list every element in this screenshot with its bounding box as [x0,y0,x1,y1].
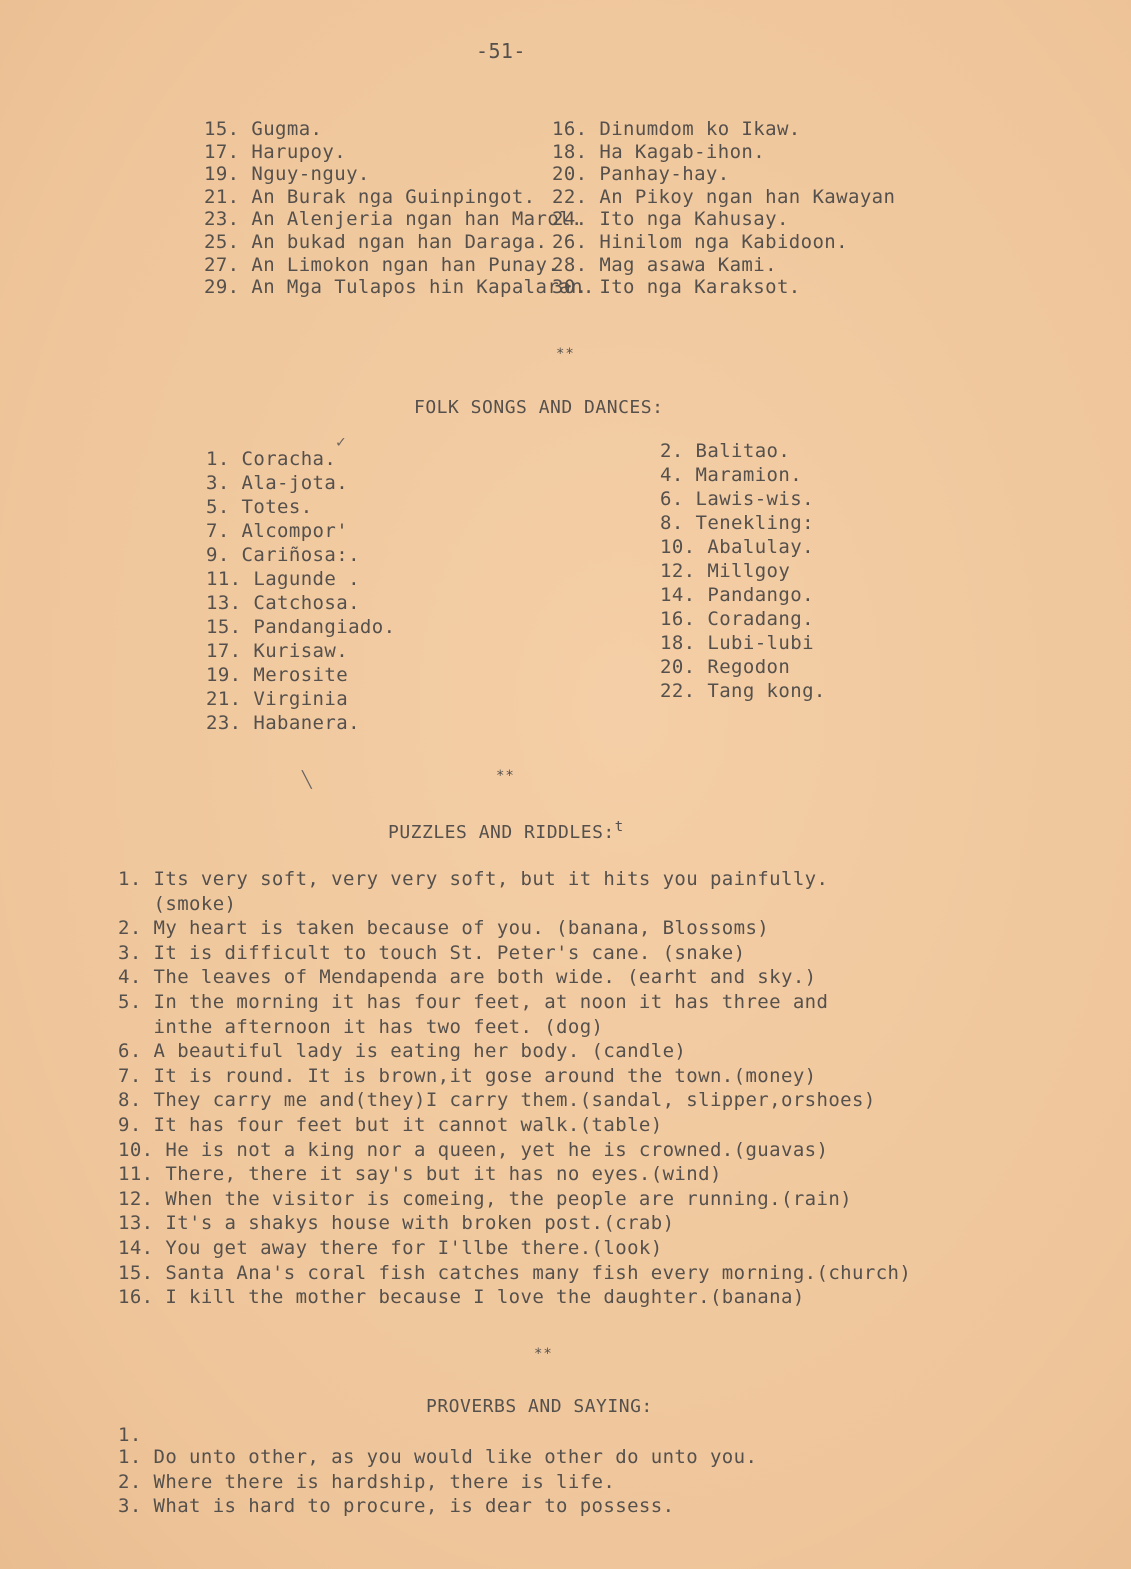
dance-name: 17. Kurisaw. [206,640,349,662]
riddle-line: 15. Santa Ana's coral fish catches many fish every morning.(church) [118,1261,912,1284]
dance-name: 15. Pandangiado. [206,616,396,638]
page-number: -51- [476,39,526,63]
song-title: 15. Gugma. [204,118,323,140]
section-separator: ** [496,768,515,784]
dance-name: 8. Tenekling: [660,512,814,534]
dance-name: 12. Millgoy [660,560,791,582]
riddle-line: 11. There, there it say's but it has no eyes.(wind) [118,1163,722,1186]
dance-name: 13. Catchosa. [206,592,360,614]
dance-name: 22. Tang kong. [660,680,826,702]
section-separator: ** [534,1346,553,1362]
dances-right-column [660,440,826,704]
riddle-line: 1. Its very soft, very very soft, but it hits you painfully. [118,868,829,890]
riddle-line: (smoke) [118,892,237,915]
dance-name: 16. Coradang. [660,608,814,630]
song-title: 23. An Alenjeria ngan han Marol. [204,208,583,231]
song-title: 27. An Limokon ngan han Punay. [204,253,560,276]
proverb-line: 3. What is hard to procure, is dear to possess. [118,1495,675,1518]
song-title: 29. An Mga Tulapos hin Kapalaran. [204,276,595,299]
song-title: 22. An Pikoy ngan han Kawayan [552,185,896,208]
riddle-line: 14. You get away there for I'llbe there.(look) [118,1236,663,1259]
dance-name: 1. Coracha. [206,448,337,470]
song-title: 24. Ito nga Kahusay. [552,208,789,231]
dance-name: 6. Lawis-wis. [660,488,814,510]
riddle-line: 10. He is not a king nor a queen, yet he is crowned.(guavas) [118,1138,829,1161]
riddle-line: 12. When the visitor is comeing, the people are running.(rain) [118,1187,853,1210]
dance-name: 4. Maramion. [660,464,803,486]
dance-name: 14. Pandango. [660,584,814,606]
riddle-line: 16. I kill the mother because I love the daughter.(banana) [118,1286,805,1309]
handwritten-stroke-mark: ╲ [302,770,312,789]
dance-name: 11. Lagunde . [206,568,360,590]
song-title: 20. Panhay-hay. [552,163,730,186]
dance-name: 10. Abalulay. [660,536,814,558]
riddle-line: 2. My heart is taken because of you. (banana, Blossoms) [118,917,770,940]
dance-name: 7. Alcompor' [206,520,349,542]
song-title: 18. Ha Kagab-ihon. [552,140,766,163]
song-list-right-column [552,118,895,299]
riddle-line: 7. It is round. It is brown,it gose around the town.(money) [118,1064,817,1087]
song-title: 17. Harupoy. [204,140,347,163]
song-title: 28. Mag asawa Kami. [552,253,777,276]
riddles-heading [388,819,624,843]
section-separator: ** [556,346,575,362]
riddle-line: 8. They carry me and(they)I carry them.(sandal, slipper,orshoes) [118,1089,876,1112]
riddle-line: 13. It's a shakys house with broken post.(crab) [118,1212,675,1235]
dance-name: 2. Balitao. [660,440,791,462]
dance-name: 3. Ala-jota. [206,472,349,494]
dance-name: 20. Regodon [660,656,791,678]
dance-name: 23. Habanera. [206,712,360,734]
dance-name: 9. Cariñosa:. [206,544,360,566]
riddle-line: inthe afternoon it has two feet. (dog) [118,1015,604,1038]
proverbs-list [118,1446,757,1520]
song-list-left-column [204,118,595,299]
riddle-line: 3. It is difficult to touch St. Peter's cane. (snake) [118,941,746,964]
song-title: 26. Hinilom nga Kabidoon. [552,230,848,253]
song-title: 30. Ito nga Karaksot. [552,276,801,299]
dance-name: 18. Lubi-lubi [660,632,814,654]
dance-name: 21. Virginia [206,688,349,710]
dances-left-column [206,448,395,736]
riddles-list [118,868,911,1311]
song-title: 16. Dinumdom ko Ikaw. [552,118,801,140]
riddle-line: 9. It has four feet but it cannot walk.(table) [118,1113,663,1136]
dance-name: 19. Merosite [206,664,349,686]
song-title: 25. An bukad ngan han Daraga. [204,230,548,253]
proverbs-heading: PROVERBS AND SAYING: [426,1396,653,1417]
proverbs-prefix: 1. [118,1424,142,1446]
dance-name: 5. Totes. [206,496,313,518]
riddle-line: 4. The leaves of Mendapenda are both wide. (earht and sky.) [118,966,817,989]
riddle-line: 5. In the morning it has four feet, at noon it has three and [118,990,829,1013]
riddles-heading-text: PUZZLES AND RIDDLES: [388,822,615,843]
folk-songs-heading: FOLK SONGS AND DANCES: [414,397,664,418]
song-title: 21. An Burak nga Guinpingot. [204,185,536,208]
proverb-line: 1. Do unto other, as you would like other do unto you. [118,1446,758,1468]
song-title: 19. Nguy-nguy. [204,163,370,186]
riddles-heading-mark: t [614,819,624,835]
riddle-line: 6. A beautiful lady is eating her body. (candle) [118,1040,687,1063]
handwritten-tick-mark: ✓ [336,432,346,451]
proverb-line: 2. Where there is hardship, there is life. [118,1470,616,1493]
